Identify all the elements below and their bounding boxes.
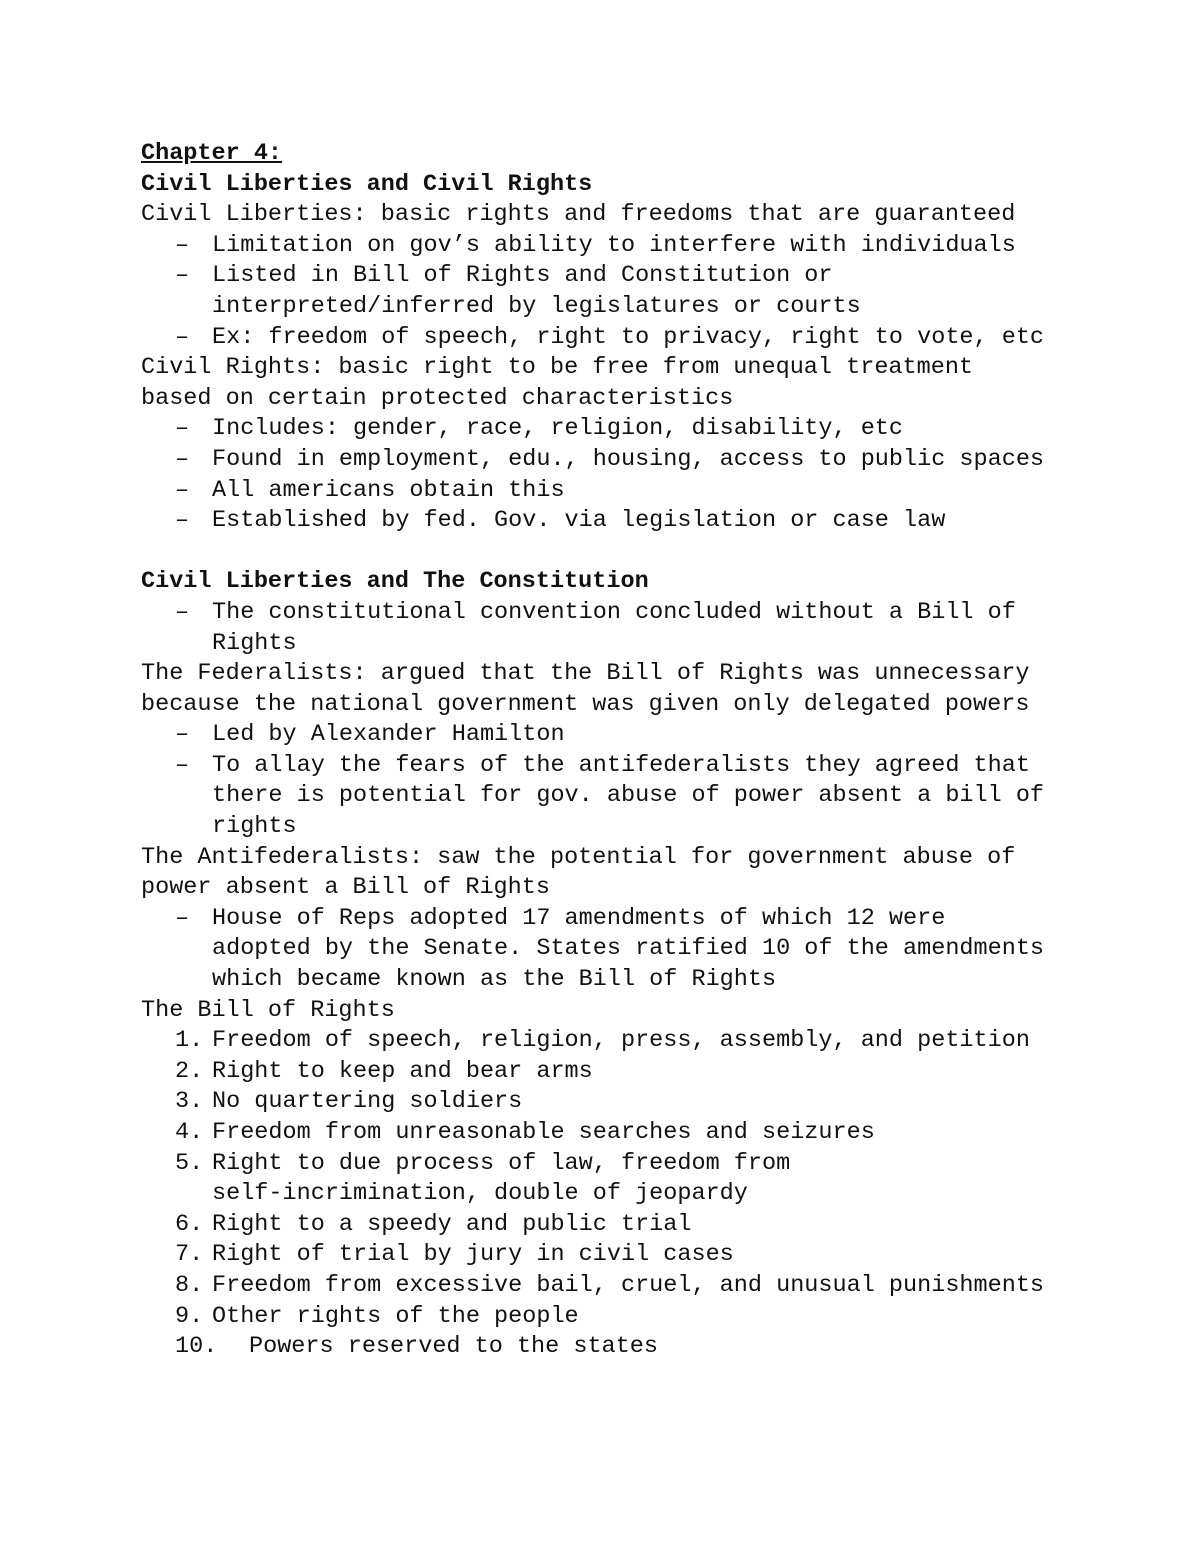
antifederalists-line1: The Antifederalists: saw the potential for government abuse of	[141, 843, 1016, 871]
list-item: 9. Other rights of the people	[175, 1302, 579, 1330]
dash-marker: –	[175, 445, 190, 473]
dash-marker: –	[175, 415, 190, 443]
list-item: 5. Right to due process of law, freedom from self-incrimination, double of jeopardy	[175, 1149, 791, 1208]
federalists-line1: The Federalists: argued that the Bill of Rights was unnecessary	[141, 660, 1030, 688]
blank-line	[141, 537, 1071, 568]
list-item: 3. No quartering soldiers	[175, 1088, 523, 1116]
civil-liberties-list	[141, 231, 1071, 353]
list-item: – Limitation on gov’s ability to interfere with individuals	[141, 231, 1071, 262]
chapter-title: Civil Liberties and Civil Rights	[141, 170, 593, 198]
dash-marker: –	[175, 507, 190, 535]
list-item: – Ex: freedom of speech, right to privacy, right to vote, etc	[141, 323, 1071, 354]
dash-marker: –	[175, 721, 190, 749]
list-item: – House of Reps adopted 17 amendments of which 12 were adopted by the Senate. States ratified 10 of the amendments which became known as the Bill of Rights	[175, 904, 1045, 994]
federalists-list	[141, 720, 1071, 842]
list-item: 10. Powers reserved to the states	[175, 1333, 658, 1361]
civil-liberties-definition: Civil Liberties: basic rights and freedoms that are guaranteed	[141, 201, 1016, 229]
antifederalists-line2: power absent a Bill of Rights	[141, 874, 550, 902]
list-item: – Established by fed. Gov. via legislation or case law	[141, 506, 1071, 537]
list-item: – All americans obtain this	[141, 476, 1071, 507]
list-item: – Found in employment, edu., housing, access to public spaces	[141, 445, 1071, 476]
dash-marker: –	[175, 476, 190, 504]
list-item: 8. Freedom from excessive bail, cruel, and unusual punishments	[175, 1271, 1045, 1299]
dash-marker: –	[175, 598, 190, 626]
amendments-list	[141, 1026, 1071, 1363]
dash-marker: –	[175, 904, 190, 932]
section-heading: Civil Liberties and The Constitution	[141, 568, 649, 596]
dash-marker: –	[175, 231, 190, 259]
federalists-line2: because the national government was given only delegated powers	[141, 690, 1030, 718]
dash-marker: –	[175, 323, 190, 351]
list-item: – The constitutional convention concluded without a Bill of Rights	[175, 598, 1016, 657]
civil-rights-list	[141, 414, 1071, 536]
constitution-intro-list	[141, 598, 1071, 659]
list-item: – Includes: gender, race, religion, disability, etc	[141, 414, 1071, 445]
list-item: – To allay the fears of the antifederalists they agreed that there is potential for gov. abuse of power absent a bill of rights	[175, 751, 1045, 841]
document-page	[141, 139, 1071, 1363]
civil-rights-definition-line2: based on certain protected characteristics	[141, 384, 734, 412]
list-item: 6. Right to a speedy and public trial	[175, 1210, 692, 1238]
bill-of-rights-heading: The Bill of Rights	[141, 996, 395, 1024]
list-item: 1. Freedom of speech, religion, press, assembly, and petition	[175, 1027, 1030, 1055]
list-item: 7. Right of trial by jury in civil cases	[175, 1241, 734, 1269]
antifederalists-list	[141, 904, 1071, 996]
chapter-label: Chapter 4:	[141, 140, 283, 167]
civil-rights-definition-line1: Civil Rights: basic right to be free from unequal treatment	[141, 354, 974, 382]
dash-marker: –	[175, 751, 190, 779]
dash-marker: –	[175, 262, 190, 290]
list-item: – Listed in Bill of Rights and Constitution or interpreted/inferred by legislatures or courts	[175, 262, 861, 320]
list-item: 2. Right to keep and bear arms	[175, 1057, 593, 1085]
list-item: 4. Freedom from unreasonable searches and seizures	[175, 1119, 875, 1146]
list-item: – Led by Alexander Hamilton	[141, 720, 1071, 751]
